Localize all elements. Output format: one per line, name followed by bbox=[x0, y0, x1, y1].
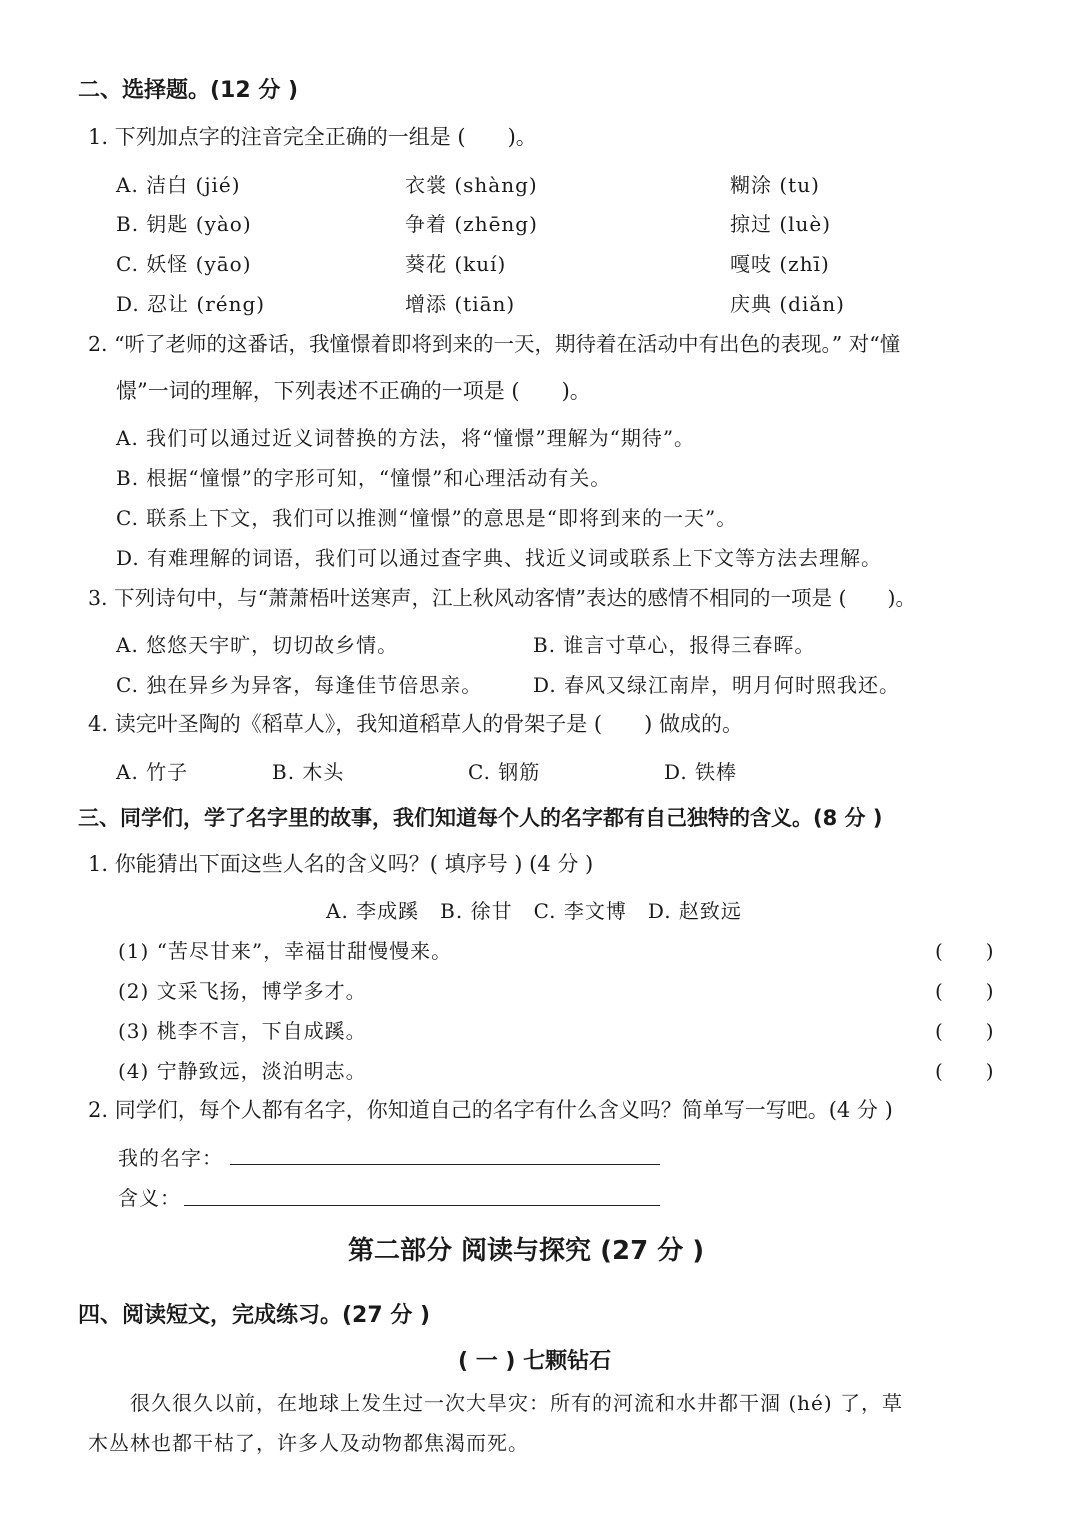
passage-line-2: 木丛林也都干枯了，许多人及动物都焦渴而死。 bbox=[88, 1431, 529, 1455]
s3-item-4: (4) 宁静致远，淡泊明志。 bbox=[118, 1059, 367, 1083]
q2-option-d: D. 有难理解的词语，我们可以通过查字典、找近义词或联系上下文等方法去理解。 bbox=[116, 546, 883, 570]
q4-option-c: C. 钢筋 bbox=[468, 760, 541, 784]
section-3-title: 三、同学们，学了名字里的故事，我们知道每个人的名字都有自己独特的含义。(8 分 ) bbox=[78, 806, 883, 830]
section-2-title: 二、选择题。(12 分 ) bbox=[78, 78, 299, 103]
s3-item-2: (2) 文采飞扬，博学多才。 bbox=[118, 979, 367, 1003]
q1-option-b3: 掠过 (luè) bbox=[730, 212, 832, 236]
s3-name-options: A. 李成蹊 B. 徐甘 C. 李文博 D. 赵致远 bbox=[326, 899, 742, 923]
s3-q2-stem: 2. 同学们，每个人都有名字，你知道自己的名字有什么含义吗？简单写一写吧。(4 分 ) bbox=[88, 1098, 893, 1122]
q1-option-a1: A. 洁白 (jié) bbox=[116, 173, 241, 197]
meaning-label: 含义： bbox=[118, 1186, 181, 1210]
section-4-title: 四、阅读短文，完成练习。(27 分 ) bbox=[78, 1303, 431, 1328]
q1-option-b1: B. 钥匙 (yào) bbox=[116, 212, 252, 236]
q4-option-d: D. 铁棒 bbox=[664, 760, 738, 784]
s3-answer-blank-2[interactable]: ( ) bbox=[935, 979, 995, 1003]
q3-stem: 3. 下列诗句中，与“萧萧梧叶送寒声，江上秋风动客情”表达的感情不相同的一项是 ( )。 bbox=[88, 586, 917, 610]
q1-option-c1: C. 妖怪 (yāo) bbox=[116, 252, 252, 276]
name-label: 我的名字： bbox=[118, 1146, 223, 1170]
name-answer-line[interactable] bbox=[230, 1164, 660, 1165]
q2-option-a: A. 我们可以通过近义词替换的方法，将“憧憬”理解为“期待”。 bbox=[116, 426, 696, 450]
s3-item-3: (3) 桃李不言，下自成蹊。 bbox=[118, 1019, 367, 1043]
passage-title: ( 一 ) 七颗钻石 bbox=[458, 1349, 612, 1374]
q1-stem: 1. 下列加点字的注音完全正确的一组是 ( )。 bbox=[88, 125, 537, 149]
s3-answer-blank-1[interactable]: ( ) bbox=[935, 939, 995, 963]
q4-option-a: A. 竹子 bbox=[116, 760, 189, 784]
q1-option-a3: 糊涂 (tu) bbox=[730, 173, 820, 197]
q4-stem: 4. 读完叶圣陶的《稻草人》，我知道稻草人的骨架子是 ( ) 做成的。 bbox=[88, 712, 743, 736]
passage-line-1: 很久很久以前，在地球上发生过一次大旱灾：所有的河流和水井都干涸 (hé) 了，草 bbox=[88, 1391, 904, 1415]
s3-q1-stem: 1. 你能猜出下面这些人名的含义吗？( 填序号 ) (4 分 ) bbox=[88, 852, 594, 876]
q3-option-b: B. 谁言寸草心，报得三春晖。 bbox=[533, 633, 816, 657]
s3-answer-blank-3[interactable]: ( ) bbox=[935, 1019, 995, 1043]
q1-option-d3: 庆典 (diǎn) bbox=[730, 292, 845, 316]
q1-option-c3: 嘎吱 (zhī) bbox=[730, 252, 830, 276]
q1-option-a2: 衣裳 (shàng) bbox=[405, 173, 538, 197]
q1-option-c2: 葵花 (kuí) bbox=[405, 252, 507, 276]
q1-option-d2: 增添 (tiān) bbox=[405, 292, 516, 316]
q3-option-d: D. 春风又绿江南岸，明月何时照我还。 bbox=[533, 673, 901, 697]
meaning-answer-line[interactable] bbox=[184, 1205, 660, 1206]
part-2-title: 第二部分 阅读与探究 (27 分 ) bbox=[348, 1236, 705, 1266]
q2-stem-line1: 2. “听了老师的这番话，我憧憬着即将到来的一天，期待着在活动中有出色的表现。” 对“憧 bbox=[88, 332, 901, 356]
s3-answer-blank-4[interactable]: ( ) bbox=[935, 1059, 995, 1083]
q4-option-b: B. 木头 bbox=[272, 760, 345, 784]
s3-item-1: (1) “苦尽甘来”，幸福甘甜慢慢来。 bbox=[118, 939, 453, 963]
q1-option-d1: D. 忍让 (réng) bbox=[116, 292, 266, 316]
q2-option-c: C. 联系上下文，我们可以推测“憧憬”的意思是“即将到来的一天”。 bbox=[116, 506, 738, 530]
q3-option-a: A. 悠悠天宇旷，切切故乡情。 bbox=[116, 633, 399, 657]
q2-option-b: B. 根据“憧憬”的字形可知，“憧憬”和心理活动有关。 bbox=[116, 466, 612, 490]
q1-option-b2: 争着 (zhēng) bbox=[405, 212, 538, 236]
q2-stem-line2: 憬”一词的理解，下列表述不正确的一项是 ( )。 bbox=[116, 379, 591, 403]
q3-option-c: C. 独在异乡为异客，每逢佳节倍思亲。 bbox=[116, 673, 483, 697]
